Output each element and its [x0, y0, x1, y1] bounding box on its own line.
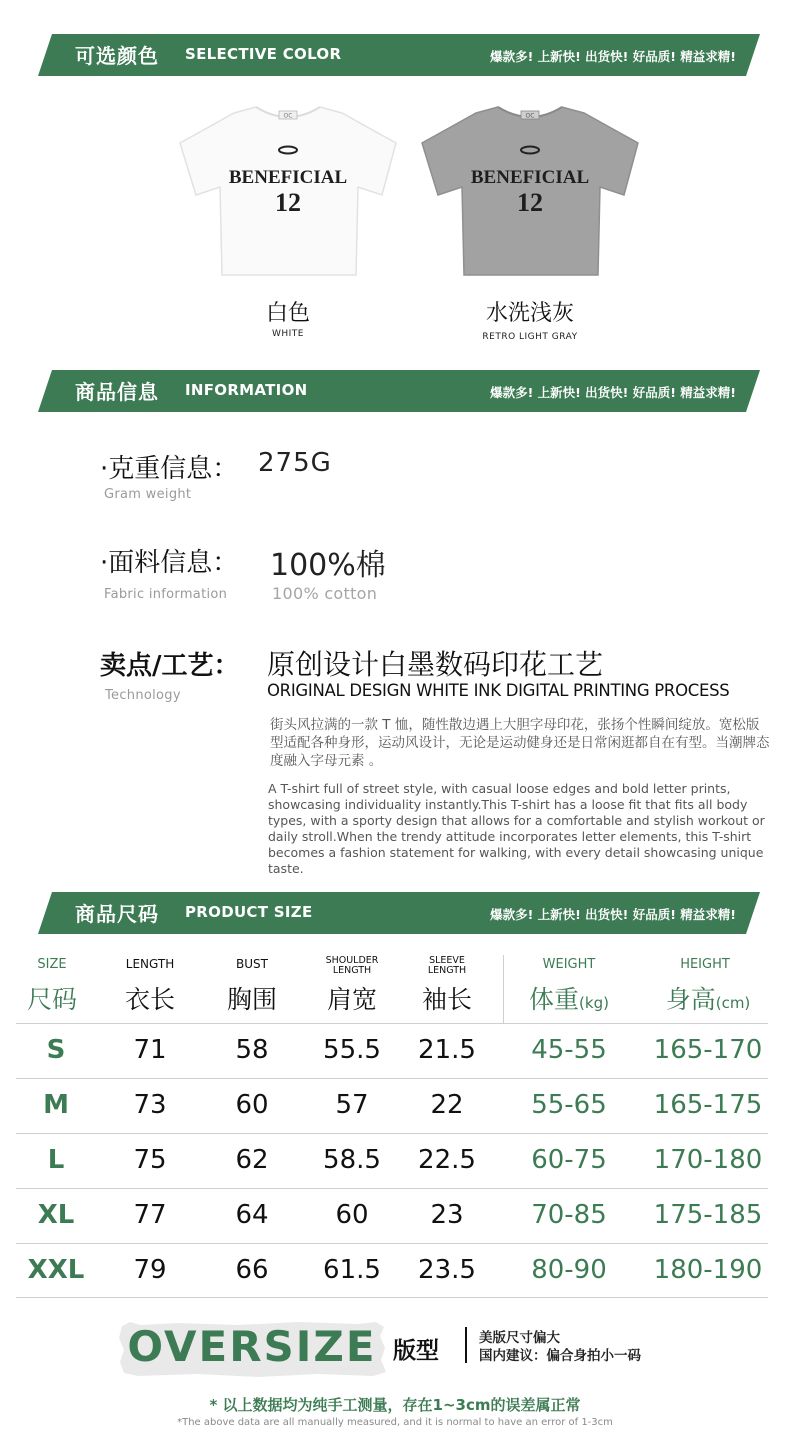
- cell-height: 165-170: [653, 1035, 763, 1065]
- banner-title-cn: 商品尺码: [75, 902, 159, 926]
- header-shoulder-en-line1: SHOULDER: [325, 955, 379, 966]
- cell-sleeve: 23.5: [418, 1255, 476, 1285]
- cell-length: 77: [133, 1200, 167, 1230]
- weight-label: ·克重信息：: [100, 454, 239, 484]
- banner-slogan: 爆款多! 上新快! 出货快! 好品质! 精益求精!: [490, 49, 736, 64]
- cell-weight: 80-90: [531, 1255, 607, 1285]
- measurement-note-en: *The above data are all manually measured, and it is normal to have an error of 1-3cm: [177, 1417, 613, 1428]
- header-length-cn: 衣长: [124, 985, 175, 1014]
- cell-weight: 55-65: [531, 1090, 607, 1120]
- cell-bust: 62: [235, 1145, 269, 1175]
- header-size-cn: 尺码: [26, 985, 77, 1014]
- banner-title-en: PRODUCT SIZE: [185, 903, 313, 921]
- header-sleeve-en-line2: LENGTH: [427, 965, 467, 976]
- measurement-note-cn: * 以上数据均为纯手工测量，存在1~3cm的误差属正常: [209, 1396, 581, 1414]
- color-name-en: RETRO LIGHT GRAY: [482, 332, 578, 342]
- cell-size: L: [47, 1145, 65, 1175]
- cell-length: 79: [133, 1255, 167, 1285]
- header-shoulder-en: [307, 956, 397, 976]
- color-name-cn: 水洗浅灰: [485, 301, 574, 326]
- header-sleeve-en-line1: SLEEVE: [429, 955, 465, 966]
- cell-bust: 60: [235, 1090, 269, 1120]
- banner-title-cn: 可选颜色: [75, 44, 159, 68]
- cell-length: 75: [133, 1145, 167, 1175]
- fabric-value-en: 100% cotton: [272, 584, 378, 603]
- cell-shoulder: 55.5: [323, 1035, 381, 1065]
- cell-sleeve: 21.5: [418, 1035, 476, 1065]
- shirt-print-number: 12: [275, 188, 301, 217]
- header-height-en: HEIGHT: [680, 957, 730, 972]
- weight-value: 275G: [258, 448, 332, 478]
- cell-bust: 66: [235, 1255, 269, 1285]
- section-banner-size: [38, 892, 760, 934]
- color-name-en: WHITE: [271, 329, 304, 339]
- cell-weight: 70-85: [531, 1200, 607, 1230]
- header-weight-unit: (kg): [579, 994, 609, 1012]
- cell-shoulder: 61.5: [323, 1255, 381, 1285]
- shirt-print-number: 12: [517, 188, 543, 217]
- header-divider: [503, 955, 504, 1023]
- tech-title-en: ORIGINAL DESIGN WHITE INK DIGITAL PRINTING PROCESS: [267, 681, 730, 700]
- header-weight-cn-text: 体重: [529, 985, 580, 1014]
- header-height-unit: (cm): [715, 994, 751, 1012]
- cell-size: S: [46, 1035, 66, 1065]
- banner-title-cn: 商品信息: [75, 380, 159, 404]
- cell-bust: 58: [235, 1035, 269, 1065]
- oversize-text: OVERSIZE: [127, 1322, 377, 1371]
- cell-sleeve: 22.5: [418, 1145, 476, 1175]
- fabric-sub-label: Fabric information: [104, 587, 228, 602]
- cell-sleeve: 22: [430, 1090, 464, 1120]
- header-height-cn: [646, 980, 770, 1016]
- cell-shoulder: 58.5: [323, 1145, 381, 1175]
- row-divider: [16, 1133, 768, 1134]
- header-bust-cn: 胸围: [226, 985, 277, 1014]
- section-banner-color: [38, 34, 760, 76]
- cell-height: 165-175: [653, 1090, 763, 1120]
- header-length-en: LENGTH: [125, 957, 175, 971]
- shirt-tag: OC: [283, 112, 293, 120]
- header-sleeve-cn: 袖长: [421, 985, 472, 1014]
- header-weight-cn: [512, 980, 626, 1016]
- fit-label: 版型: [393, 1338, 439, 1364]
- banner-slogan: 爆款多! 上新快! 出货快! 好品质! 精益求精!: [490, 385, 736, 400]
- banner-slogan: 爆款多! 上新快! 出货快! 好品质! 精益求精!: [490, 907, 736, 922]
- cell-weight: 45-55: [531, 1035, 607, 1065]
- header-size-en: SIZE: [37, 957, 67, 972]
- fabric-value: 100%棉: [270, 548, 386, 583]
- fit-note-advice: 国内建议：偏合身拍小一码: [479, 1348, 641, 1364]
- cell-size: XXL: [27, 1255, 85, 1285]
- cell-length: 71: [133, 1035, 167, 1065]
- cell-size: M: [43, 1090, 69, 1120]
- section-banner-info: [38, 370, 760, 412]
- header-sleeve-en: [402, 956, 492, 976]
- color-name-cn: 白色: [265, 301, 310, 326]
- header-shoulder-cn: 肩宽: [326, 985, 377, 1014]
- header-height-cn-text: 身高: [665, 985, 716, 1014]
- oversize-badge: [118, 1320, 386, 1378]
- row-divider: [16, 1023, 768, 1024]
- cell-shoulder: 57: [335, 1090, 369, 1120]
- cell-weight: 60-75: [531, 1145, 607, 1175]
- cell-height: 175-185: [653, 1200, 763, 1230]
- fabric-label: ·面料信息：: [100, 548, 239, 578]
- fit-divider: [465, 1327, 467, 1363]
- row-divider: [16, 1188, 768, 1189]
- white-tshirt-image: [178, 103, 398, 278]
- cell-length: 73: [133, 1090, 167, 1120]
- row-divider: [16, 1243, 768, 1244]
- cell-sleeve: 23: [430, 1200, 464, 1230]
- shirt-print-text: BENEFICIAL: [228, 167, 348, 188]
- gray-tshirt-image: [420, 103, 640, 278]
- cell-size: XL: [37, 1200, 75, 1230]
- fit-note-size: 美版尺寸偏大: [479, 1330, 560, 1346]
- tech-title: 原创设计白墨数码印花工艺: [267, 648, 604, 681]
- cell-shoulder: 60: [335, 1200, 369, 1230]
- tech-sub-label: Technology: [105, 688, 181, 703]
- banner-title-en: INFORMATION: [185, 381, 308, 399]
- shirt-print-text: BENEFICIAL: [470, 167, 590, 188]
- header-weight-en: WEIGHT: [542, 957, 596, 972]
- tech-label: 卖点/工艺：: [100, 651, 240, 681]
- tech-description-en: A T-shirt full of street style, with casual loose edges and bold letter prints, showcasing individuality instantly.This T-shirt has a loose fit that fits all body types, with a sporty design that allows for a comfortable and stylish workout or daily stroll.When the trendy attitude incorporates letter elements, this T-shirt becomes a fashion statement for walking, with every detail showcasing unique taste.: [268, 781, 765, 876]
- shirt-tag: OC: [525, 112, 535, 120]
- cell-bust: 64: [235, 1200, 269, 1230]
- header-shoulder-en-line2: LENGTH: [332, 965, 372, 976]
- tech-description-cn: 街头风拉满的一款 T 恤，随性散边遇上大胆字母印花，张扬个性瞬间绽放。宽松版型适配各种身形，运动风设计，无论是运动健身还是日常闲逛都自在有型。当潮牌态度融入字母元素 。: [270, 717, 770, 769]
- cell-height: 180-190: [653, 1255, 763, 1285]
- banner-title-en: SELECTIVE COLOR: [185, 45, 342, 63]
- row-divider: [16, 1078, 768, 1079]
- header-bust-en: BUST: [236, 957, 268, 971]
- cell-height: 170-180: [653, 1145, 763, 1175]
- weight-sub-label: Gram weight: [104, 487, 192, 502]
- row-divider: [16, 1297, 768, 1298]
